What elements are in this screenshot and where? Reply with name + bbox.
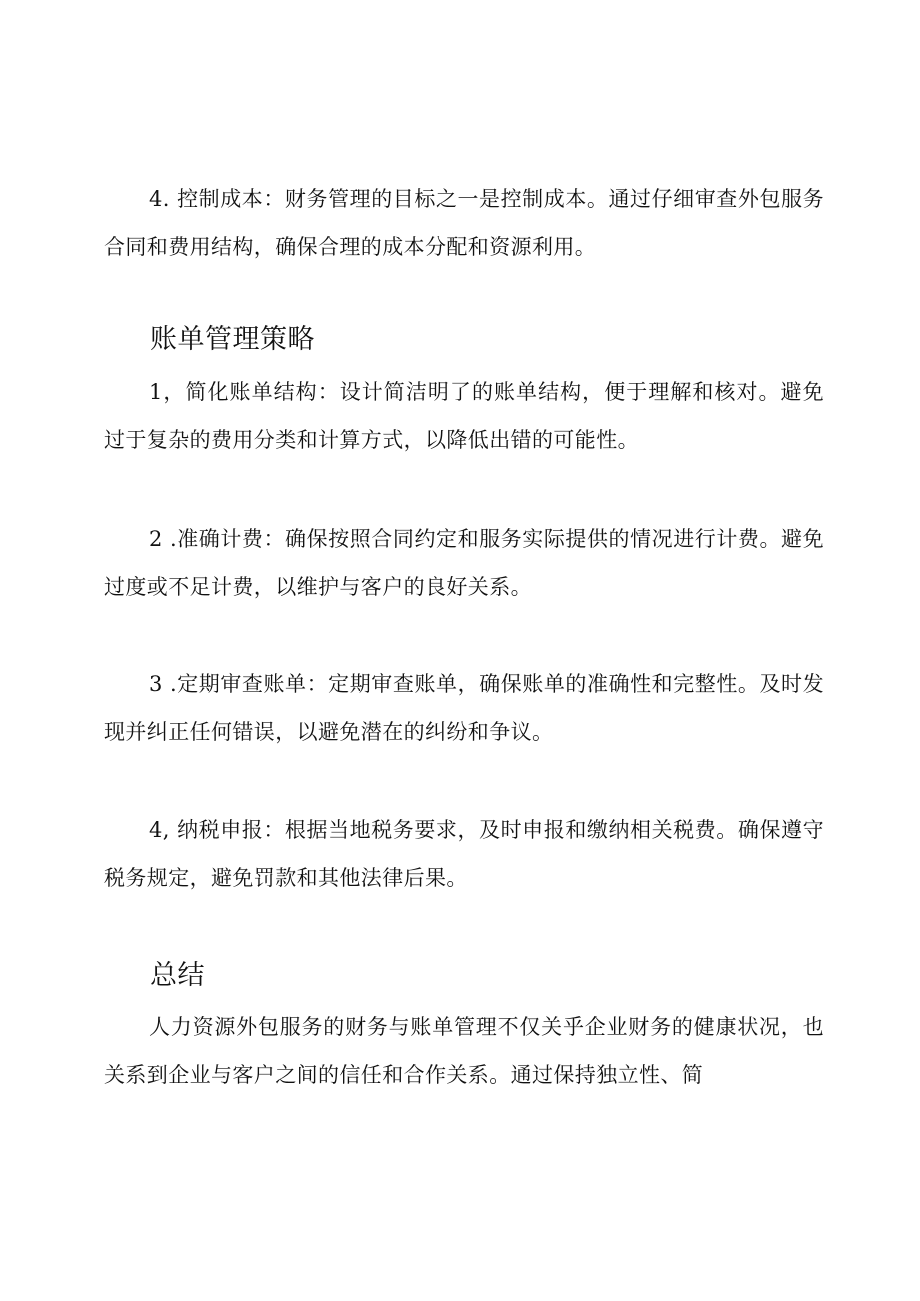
billing-item-regular-review: 3 .定期审查账单：定期审查账单，确保账单的准确性和完整性。及时发现并纠正任何错误，以避免潜在的纠纷和争议。 [104,672,824,744]
billing-item-tax-filing: 4, 纳税申报：根据当地税务要求，及时申报和缴纳相关税费。确保遵守税务规定，避免罚款和其他法律后果。 [104,818,824,890]
billing-item-simplify: 1，简化账单结构：设计简洁明了的账单结构，便于理解和核对。避免过于复杂的费用分类和计算方式，以降低出错的可能性。 [104,380,824,452]
billing-item-accurate-charging: 2 .准确计费：确保按照合同约定和服务实际提供的情况进行计费。避免过度或不足计费，以维护与客户的良好关系。 [104,527,824,599]
summary-heading: 总结 [150,960,205,991]
cost-control-paragraph: 4. 控制成本：财务管理的目标之一是控制成本。通过仔细审查外包服务合同和费用结构，确保合理的成本分配和资源利用。 [104,187,824,259]
summary-paragraph: 人力资源外包服务的财务与账单管理不仅关乎企业财务的健康状况，也关系到企业与客户之间的信任和合作关系。通过保持独立性、简 [104,1015,824,1087]
billing-strategy-heading: 账单管理策略 [150,324,315,355]
